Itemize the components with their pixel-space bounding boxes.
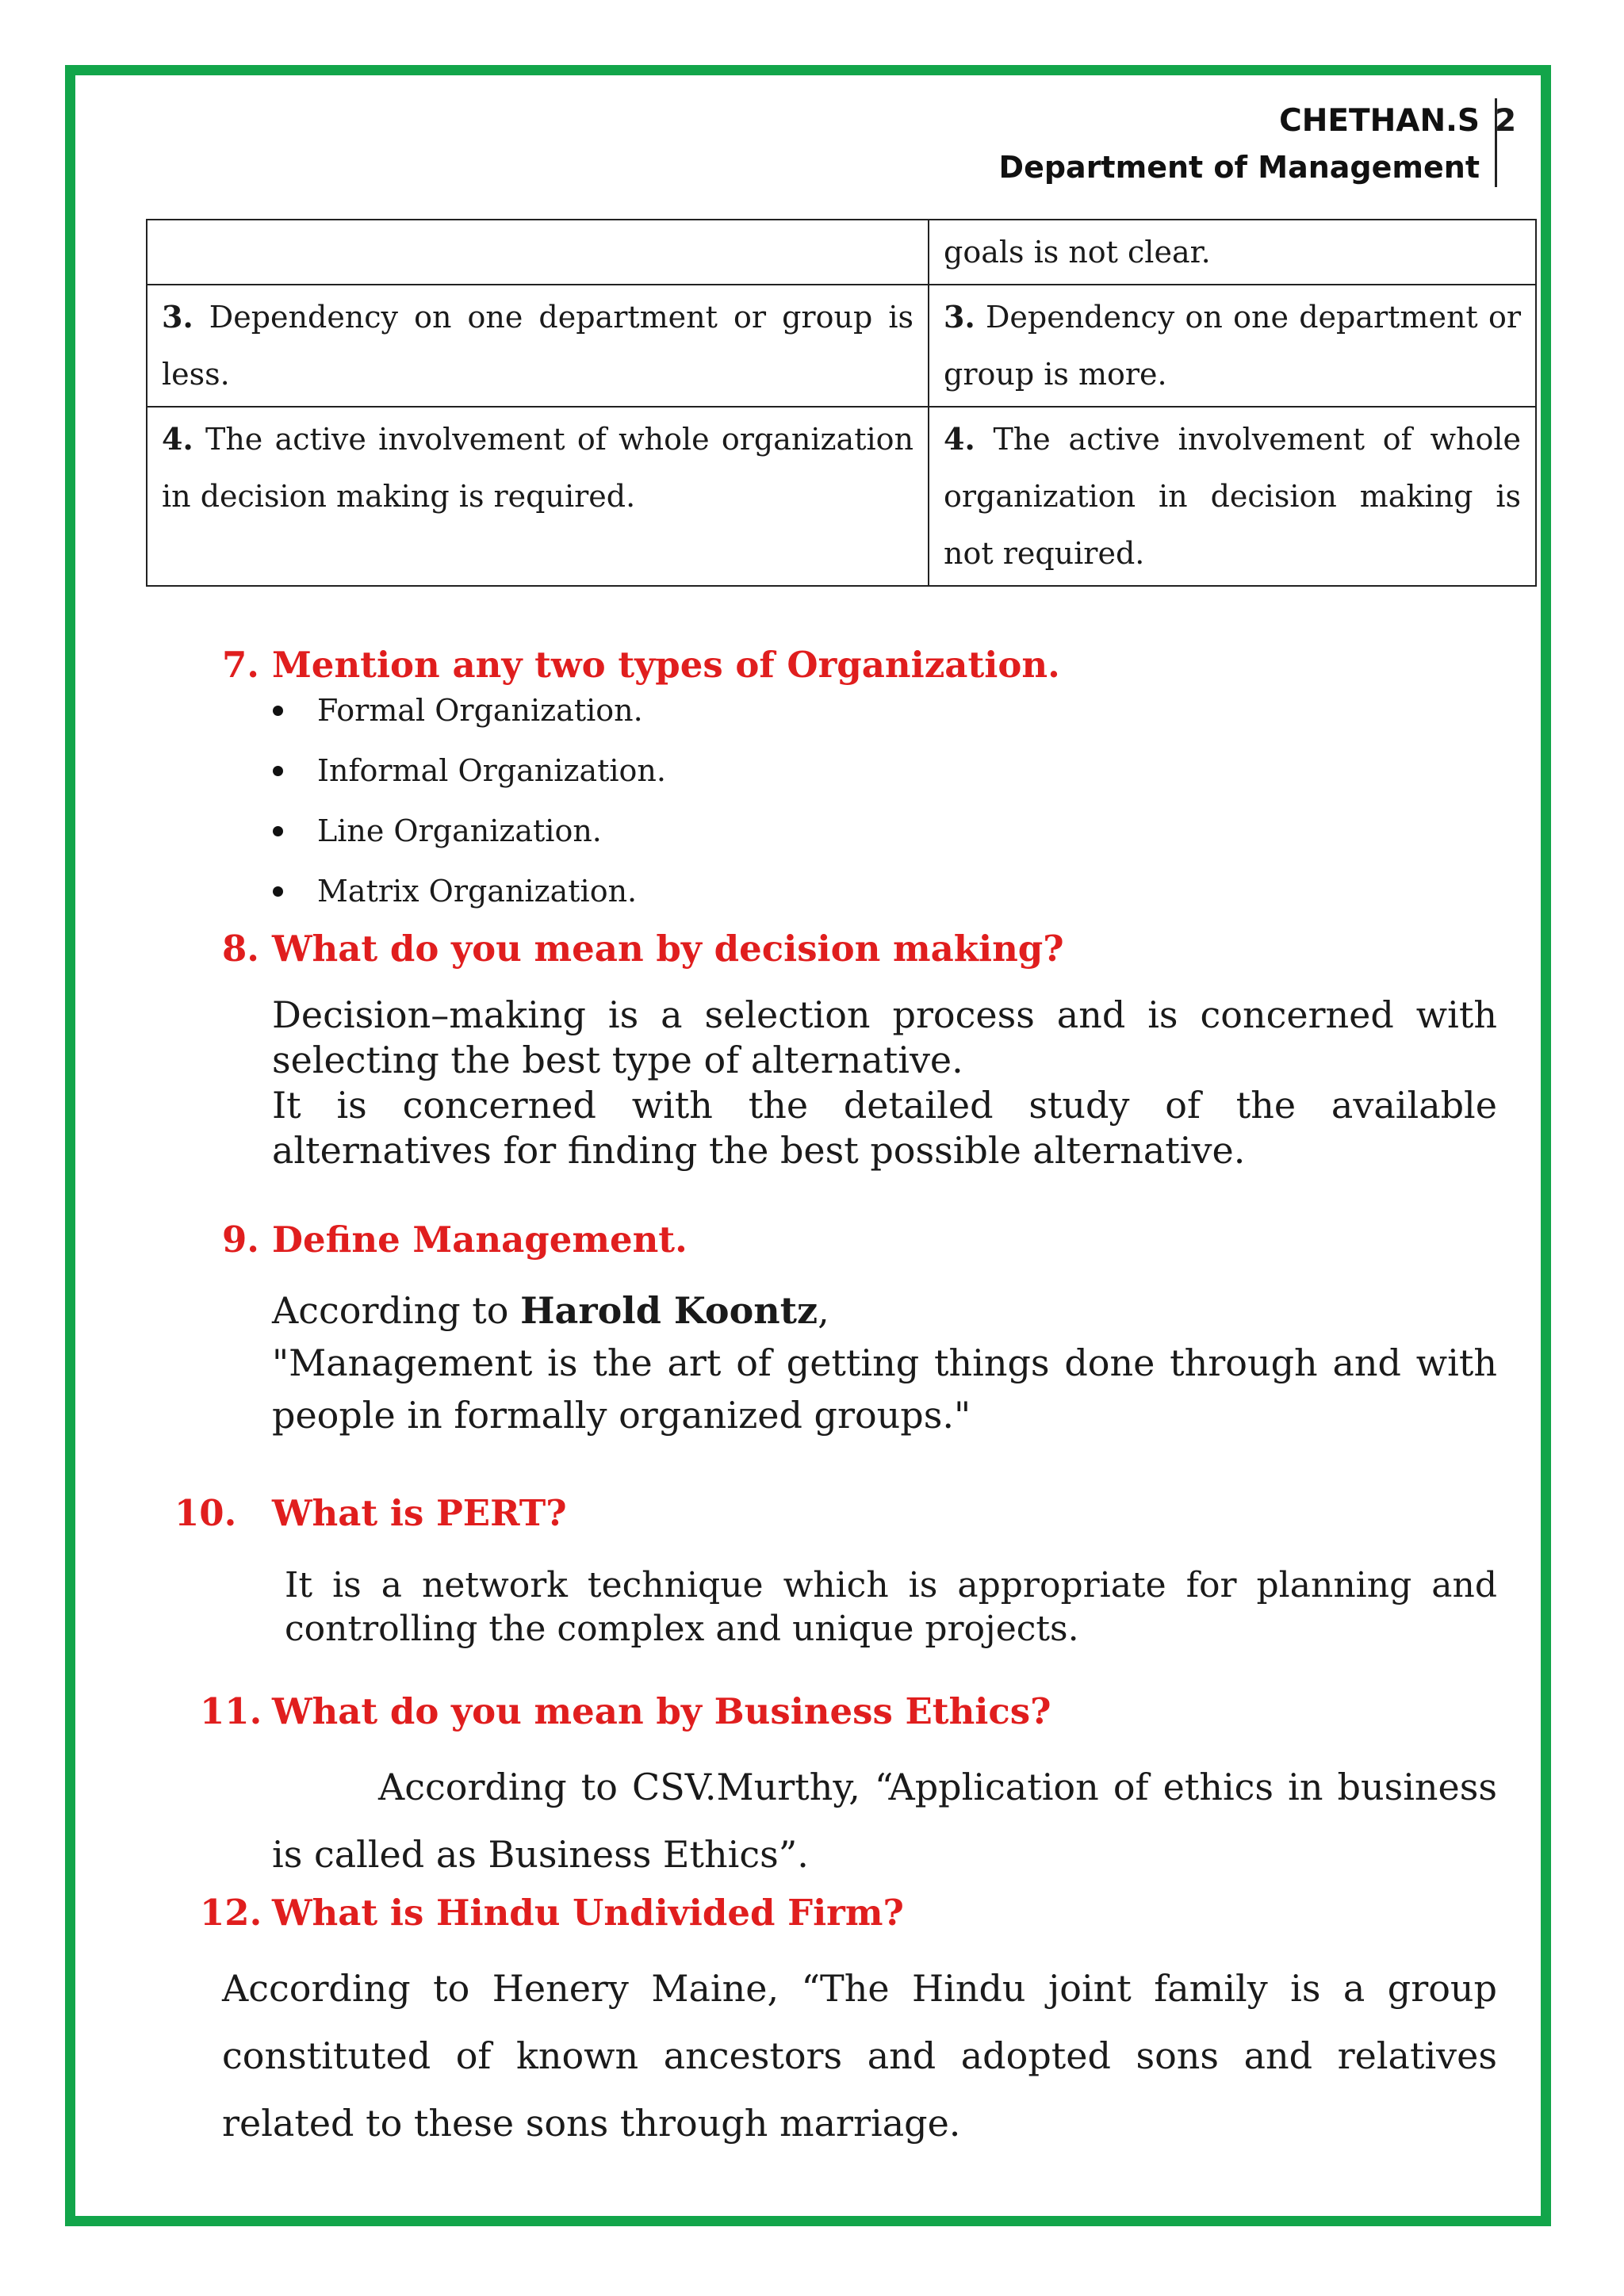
question-title: What is Hindu Undivided Firm? — [272, 1892, 904, 1934]
table-cell — [929, 285, 1536, 407]
list-item: Matrix Organization. — [317, 869, 666, 929]
page-number: 2 — [1495, 103, 1517, 139]
question-number: 12. — [200, 1892, 262, 1934]
question-title: What is PERT? — [272, 1492, 567, 1534]
author-name-bold: Harold Koontz — [520, 1289, 818, 1332]
list-item: Formal Organization. — [317, 688, 666, 748]
answer-text: It is concerned with the detailed study of the available alternatives for finding the best possible alternative. — [272, 1084, 1497, 1172]
cell-text: Dependency on one department or group is more. — [944, 300, 1521, 392]
comma: , — [818, 1289, 829, 1332]
author-name: CHETHAN.S — [1279, 103, 1480, 139]
question-number: 7. — [222, 644, 259, 686]
point-number: 4. — [162, 421, 193, 457]
question-title: Mention any two types of Organization. — [272, 644, 1060, 686]
answer-text: It is a network technique which is appropriate for planning and controlling the complex and unique projects. — [285, 1565, 1497, 1649]
answer-text: Decision–making is a selection process and is concerned with selecting the best type of alternative. — [272, 993, 1497, 1081]
question-number: 8. — [222, 928, 259, 970]
comparison-table — [146, 219, 1537, 587]
question-number: 10. — [174, 1492, 237, 1534]
answer-text: According to CSV.Murthy, “Application of ethics in business is called as Business Ethics”. — [272, 1766, 1497, 1876]
answer-text: According to Henery Maine, “The Hindu joint family is a group constituted of known ancestors and adopted sons and relatives related to these sons through marriage. — [222, 1967, 1497, 2145]
question-number: 11. — [200, 1690, 262, 1732]
table-cell — [147, 285, 929, 407]
definition-quote: "Management is the art of getting things done through and with people in formally organized groups." — [272, 1341, 1497, 1437]
question-title: What do you mean by decision making? — [272, 928, 1064, 970]
table-cell: goals is not clear. — [929, 220, 1536, 285]
list-item: Informal Organization. — [317, 748, 666, 809]
definition-intro — [272, 1284, 1497, 1337]
cell-text: The active involvement of whole organization in decision making is not required. — [944, 422, 1521, 571]
cell-text: Dependency on one department or group is less. — [162, 300, 914, 392]
table-row — [147, 220, 1536, 285]
table-cell — [147, 407, 929, 586]
point-number: 3. — [162, 299, 193, 335]
intro-text: According to — [272, 1289, 521, 1332]
question-number: 9. — [222, 1219, 259, 1261]
point-number: 4. — [944, 421, 975, 457]
page-header — [999, 98, 1497, 190]
question-title: Define Management. — [272, 1219, 688, 1261]
table-cell — [929, 407, 1536, 586]
department-name: Department of Management — [998, 150, 1480, 185]
list-item: Line Organization. — [317, 809, 666, 869]
table-row — [147, 285, 1536, 407]
table-cell — [147, 220, 929, 285]
point-number: 3. — [944, 299, 975, 335]
organization-types-list — [317, 688, 666, 929]
cell-text: The active involvement of whole organization in decision making is required. — [162, 422, 914, 514]
question-title: What do you mean by Business Ethics? — [272, 1690, 1051, 1732]
table-row — [147, 407, 1536, 586]
